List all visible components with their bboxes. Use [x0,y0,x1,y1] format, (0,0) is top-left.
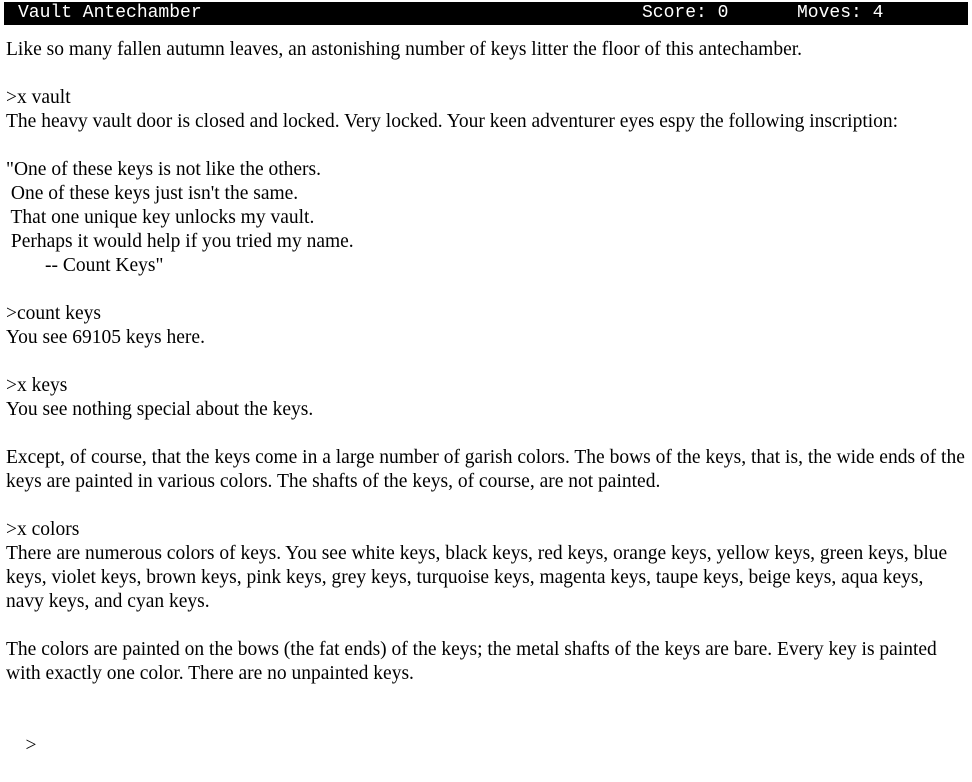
game-response: The colors are painted on the bows (the fat ends) of the keys; the metal shafts of the keys are bare. Every key is painted with exactly one color. There are no unpainted keys. [6,639,942,684]
game-response: Except, of course, that the keys come in a large number of garish colors. The bows of the keys, that is, the wide ends of the keys are painted in various colors. The shafts of the keys, of course, are not painted. [6,447,970,492]
vault-inscription [6,158,966,278]
command-input[interactable] [37,737,47,757]
player-command: >count keys [6,303,101,324]
turn-x-colors [6,518,966,614]
player-command: >x keys [6,375,68,396]
room-description: Like so many fallen autumn leaves, an astonishing number of keys litter the floor of this antechamber. [6,39,803,60]
command-input-line[interactable] [6,710,966,782]
command-prompt: > [25,735,37,756]
location-name: Vault Antechamber [18,3,202,23]
game-response: There are numerous colors of keys. You see white keys, black keys, red keys, orange keys, yellow keys, green keys, blue keys, violet keys, brown keys, pink keys, grey keys, turquoise keys, magenta keys, taupe keys, beige keys, aqua keys, navy keys, and cyan keys. [6,543,953,612]
moves-display: Moves: 4 [797,3,884,23]
player-command: >x vault [6,87,71,108]
turn-count-keys [6,302,966,350]
score-display: Score: 0 [642,3,729,23]
game-response: The heavy vault door is closed and locked. Very locked. Your keen adventurer eyes espy the following inscription: [6,111,899,132]
inscription-line: Perhaps it would help if you tried my name. [6,231,354,252]
inscription-line: One of these keys just isn't the same. [6,183,299,204]
game-transcript [6,38,970,782]
player-command: >x colors [6,519,80,540]
inscription-line: -- Count Keys" [6,255,164,276]
status-bar [4,2,968,25]
inscription-line: That one unique key unlocks my vault. [6,207,315,228]
turn-x-vault [6,86,966,134]
game-response: You see 69105 keys here. [6,327,205,348]
inscription-line: "One of these keys is not like the others. [6,159,322,180]
turn-x-keys [6,374,966,422]
game-response: You see nothing special about the keys. [6,399,314,420]
